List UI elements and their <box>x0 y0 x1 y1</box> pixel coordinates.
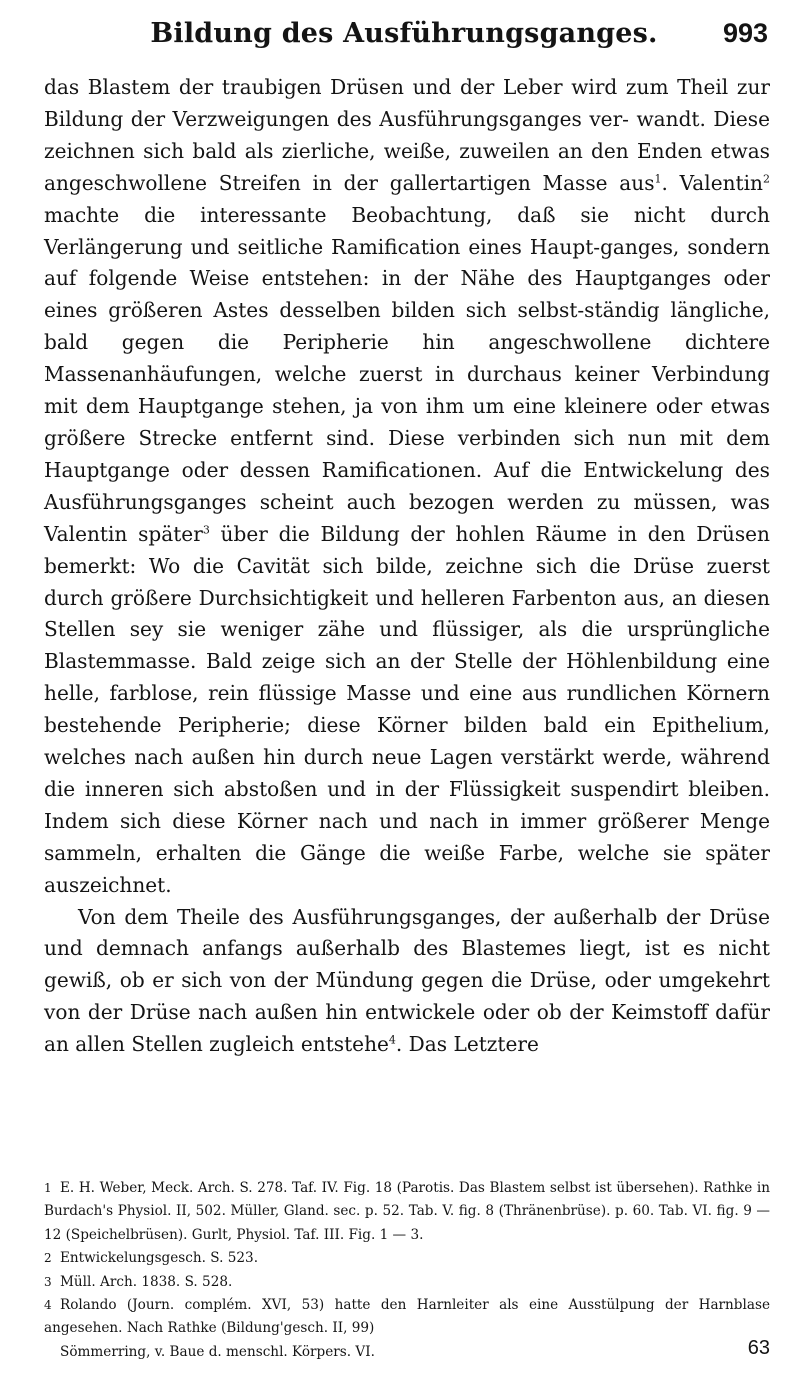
footnote-4 <box>44 1294 770 1341</box>
text-run: über die Bildung der hohlen Räume in den Drüsen bemerkt: Wo die Cavität sich bilde, zeichne sich die Drüse zuerst durch größere Durchsichtigkeit und helleren Farbenton aus, an diesen Stellen sey sie weniger zähe und flüssiger, als die ursprüngliche Blastemmasse. Bald zeige sich an der Stelle der Höhlenbildung eine helle, farblose, rein flüssige Masse und eine aus rundlichen Körnern bestehende Peripherie; diese Körner bilden bald ein Epithelium, welches nach außen hin durch neue Lagen verstärkt werde, während die inneren sich abstoßen und in der Flüssigkeit suspendirt bleiben. Indem sich diese Körner nach und nach in immer größerer Menge sammeln, erhalten die Gänge die weiße Farbe, welche sie später auszeichnet. <box>44 521 770 897</box>
footnote-text: Entwickelungsgesch. S. 523. <box>60 1250 259 1267</box>
text-run: . Valentin <box>661 170 763 195</box>
footnote-marker: 1 <box>44 1181 52 1195</box>
footnote-marker: 4 <box>44 1298 52 1313</box>
text-run: wandt. Diese zeichnen sich bald als zierliche, weiße, zuweilen an den Enden etwas angeschwollene Streifen in der gallertartigen Masse aus <box>44 106 771 195</box>
footnote-ref-2: 2 <box>763 172 770 186</box>
footnote-text: Müll. Arch. 1838. S. 528. <box>60 1273 233 1290</box>
footnote-text: E. H. Weber, Meck. Arch. S. 278. Taf. IV. Fig. 18 (Parotis. Das Blastem selbst ist übersehen). Rathke in Burdach's Physiol. II, 502. Müller, Gland. sec. p. 52. Tab. V. fig. 8 (Thränenbrüse). p. 60. Tab. VI. fig. 9 — 12 (Speichelbrüsen). Gurlt, Physiol. Taf. III. Fig. 1 — 3. <box>44 1180 770 1243</box>
footnote-text: Rolando (Journ. complém. XVI, 53) hatte den Harnleiter als eine Ausstülpung der Harnblase angesehen. Nach Rathke (Bildung'gesch. II, 99) <box>44 1297 770 1337</box>
main-text <box>44 72 770 1061</box>
page-number: 993 <box>722 18 768 48</box>
text-run: . Das Letztere <box>395 1032 539 1057</box>
text-run: Von dem Theile des Ausführungsganges, der außerhalb der Drüse und demnach anfangs außerhalb des Blastemes liegt, ist es nicht gewiß, ob er sich von der Mündung gegen die Drüse, oder umgekehrt von der Drüse nach außen hin entwickele oder ob der Keimstoff dafür an allen Stellen zugleich entstehe <box>44 904 770 1057</box>
page-header <box>40 18 768 58</box>
text-run: machte die interessante Beobachtung, daß sie nicht durch Verlängerung und seitliche Ramification eines Haupt-ganges, sondern auf folgende Weise entstehen: in der Nähe des Hauptganges oder eines größeren Astes desselben bilden sich selbst-ständig längliche, bald gegen die Peripherie hin angeschwollene dichtere Massenanhäufungen, welche zuerst in durchaus keiner Verbindung mit dem Hauptgange stehen, ja von ihm um eine kleinere oder etwas größere Strecke entfernt sind. Diese verbinden sich nun mit dem Hauptgange oder dessen Ramificationen. Auf die Entwickelung des Ausführungsganges scheint auch bezogen werden zu müssen, was Valentin später <box>44 202 770 546</box>
footnote-marker: 3 <box>44 1274 52 1289</box>
footnote-1 <box>44 1177 770 1247</box>
footnotes <box>44 1177 770 1364</box>
paragraph-1 <box>44 72 770 902</box>
signature-text: Sömmerring, v. Baue d. menschl. Körpers. VI. <box>60 1343 375 1360</box>
footnote-ref-3: 3 <box>202 523 210 536</box>
footnote-3 <box>44 1271 770 1294</box>
text-run: das Blastem der traubigen Drüsen und der Leber wird zum Theil zur Bildung der Verzweigungen des Ausführungsganges ver- <box>44 75 770 131</box>
paragraph-2 <box>44 902 770 1062</box>
footnote-ref-1: 1 <box>654 172 662 186</box>
footnote-marker: 2 <box>44 1251 52 1266</box>
signature-line <box>44 1336 770 1364</box>
footnote-ref-4: 4 <box>388 1033 396 1047</box>
signature-mark: 63 <box>747 1336 770 1359</box>
running-title: Bildung des Ausführungsganges. <box>150 18 658 49</box>
footnote-2 <box>44 1247 770 1270</box>
